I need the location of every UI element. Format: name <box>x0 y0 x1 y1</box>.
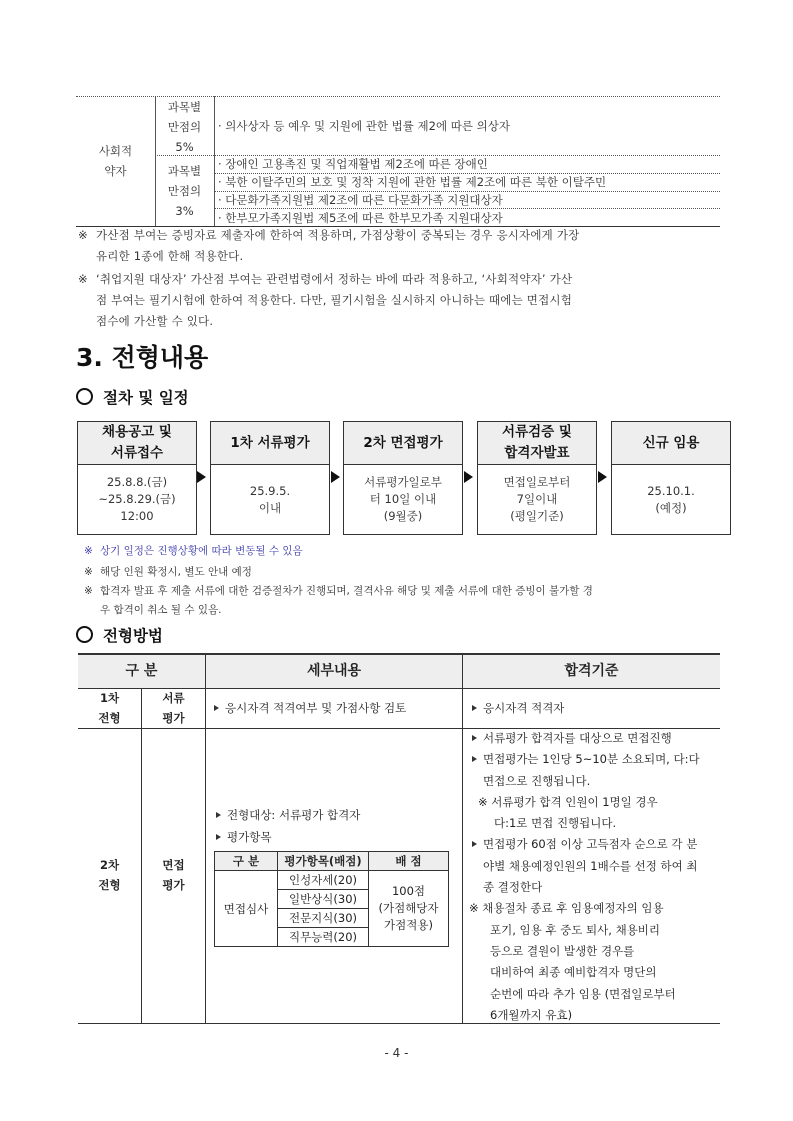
type-interview: 면접 평가 <box>162 858 185 892</box>
schedule-note: ※ 합격자 발표 후 제출 서류에 대한 검증절차가 진행되며, 결격사유 해당 및 제출 서류에 대한 증빙이 불가할 경 우 합격이 취소 될 수 있음. <box>84 585 593 616</box>
section-title: 3. 전형내용 <box>76 343 209 372</box>
inner-item: 일반상식(30) <box>278 890 369 909</box>
row1-score: 과목별 만점의 5% <box>167 100 202 154</box>
evaluation-table <box>214 851 449 947</box>
triangle-bullet-icon <box>472 756 477 762</box>
arrow-right-icon <box>197 471 206 483</box>
triangle-bullet-icon <box>216 812 221 818</box>
stage-1: 1차 전형 <box>98 691 121 725</box>
arrow-right-icon <box>598 471 607 483</box>
triangle-bullet-icon <box>472 705 477 711</box>
triangle-bullet-icon <box>214 705 219 711</box>
triangle-bullet-icon <box>216 834 221 840</box>
row2-detail: 전형대상: 서류평가 합격자 평가항목 <box>216 804 456 848</box>
circle-icon <box>76 388 93 405</box>
row2-item: · 한부모가족지원법 제5조에 따른 한부모가족 지원대상자 <box>218 211 503 225</box>
row1-detail: 응시자격 적격여부 및 가점사항 검토 <box>214 698 459 719</box>
stage-2: 2차 전형 <box>98 858 121 892</box>
schedule-note: ※ 해당 인원 확정시, 별도 안내 예정 <box>84 566 252 578</box>
header-criteria: 합격기준 <box>564 663 619 679</box>
page-number: - 4 - <box>384 1046 409 1060</box>
triangle-bullet-icon <box>472 841 477 847</box>
row2-score: 과목별 만점의 3% <box>167 164 202 218</box>
note-bonus-application: ※ ‘취업지원 대상자’ 가산점 부여는 관련법령에서 정하는 바에 따라 적용하고, ‘사회적약자’ 가산 점 부여는 필기시험에 한하여 적용한다. 다만, 필기시험을 실시하지 아니하는 때에는 면접시험 점수에 가산할 수 있다. <box>78 272 573 328</box>
type-document: 서류 평가 <box>162 691 185 725</box>
note-bonus-proof: ※ 가산점 부여는 증빙자료 제출자에 한하여 적용하며, 가점상황이 중복되는 경우 응시자에게 가장 유리한 1종에 한해 적용한다. <box>78 228 580 263</box>
inner-item: 직무능력(20) <box>278 928 369 947</box>
inner-item: 전문지식(30) <box>278 909 369 928</box>
inner-item: 인성자세(20) <box>278 871 369 890</box>
inner-group: 면접심사 <box>215 871 278 947</box>
step-2: 1차 서류평가 25.9.5. 이내 <box>210 421 330 535</box>
arrow-right-icon <box>331 471 340 483</box>
inner-header: 평가항목(배점) <box>278 852 369 871</box>
header-category: 구 분 <box>125 663 158 679</box>
row1-item: · 의사상자 등 예우 및 지원에 관한 법률 제2에 따른 의상자 <box>218 119 510 133</box>
row2-item: · 장애인 고용촉진 및 직업재활법 제2조에 따른 장애인 <box>218 157 488 171</box>
triangle-bullet-icon <box>472 735 477 741</box>
inner-header: 배 점 <box>369 852 449 871</box>
header-detail: 세부내용 <box>306 663 362 679</box>
row2-item: · 다문화가족지원법 제2조에 따른 다문화가족 지원대상자 <box>218 193 503 207</box>
step-4: 서류검증 및 합격자발표 면접일로부터 7일이내 (평일기준) <box>477 421 597 535</box>
subsection-method: 전형방법 <box>76 624 163 646</box>
subsection-schedule: 절차 및 일정 <box>76 386 189 408</box>
row2-item: · 북한 이탈주민의 보호 및 정착 지원에 관한 법률 제2조에 따른 북한 이탈주민 <box>218 175 607 189</box>
row2-criteria: 서류평가 합격자를 대상으로 면접진행 면접평가는 1인당 5~10분 소요되며, 다:다 면접으로 진행됩니다. ※ 서류평가 합격 인원이 1명일 경우 다:1로 면접 진행됩니다. 면접평가 60점 이상 고득점자 순으로 각 분 야별 채용예정인원의 1배수를 선정 하여 최 종 결정한다 ※ 채용절차 종료 후 임용예정자의 임용 포기, 임용 후 중도 퇴사, 채용비리 등으로 결원이 발생한 경우를 대비하여 최종 예비합격자 명단의 순번에 따라 추가 임용 (면접일로부터 6개월까지 유효) <box>469 731 700 1022</box>
step-1: 채용공고 및 서류접수 25.8.8.(금) ~25.8.29.(금) 12:00 <box>77 421 197 535</box>
inner-header: 구 분 <box>215 852 278 871</box>
row1-criteria: 응시자격 적격자 <box>472 698 717 719</box>
schedule-note: ※ 상기 일정은 진행상황에 따라 변동될 수 있음 <box>84 545 303 557</box>
circle-icon <box>76 626 93 643</box>
arrow-right-icon <box>464 471 473 483</box>
step-5: 신규 임용 25.10.1. (예정) <box>611 421 731 535</box>
category-label: 사회적 약자 <box>98 144 133 178</box>
step-3: 2차 면접평가 서류평가일로부 터 10일 이내 (9월중) <box>343 421 463 535</box>
row2-items <box>218 155 718 227</box>
inner-score: 100점 (가점해당자 가점적용) <box>369 871 449 947</box>
